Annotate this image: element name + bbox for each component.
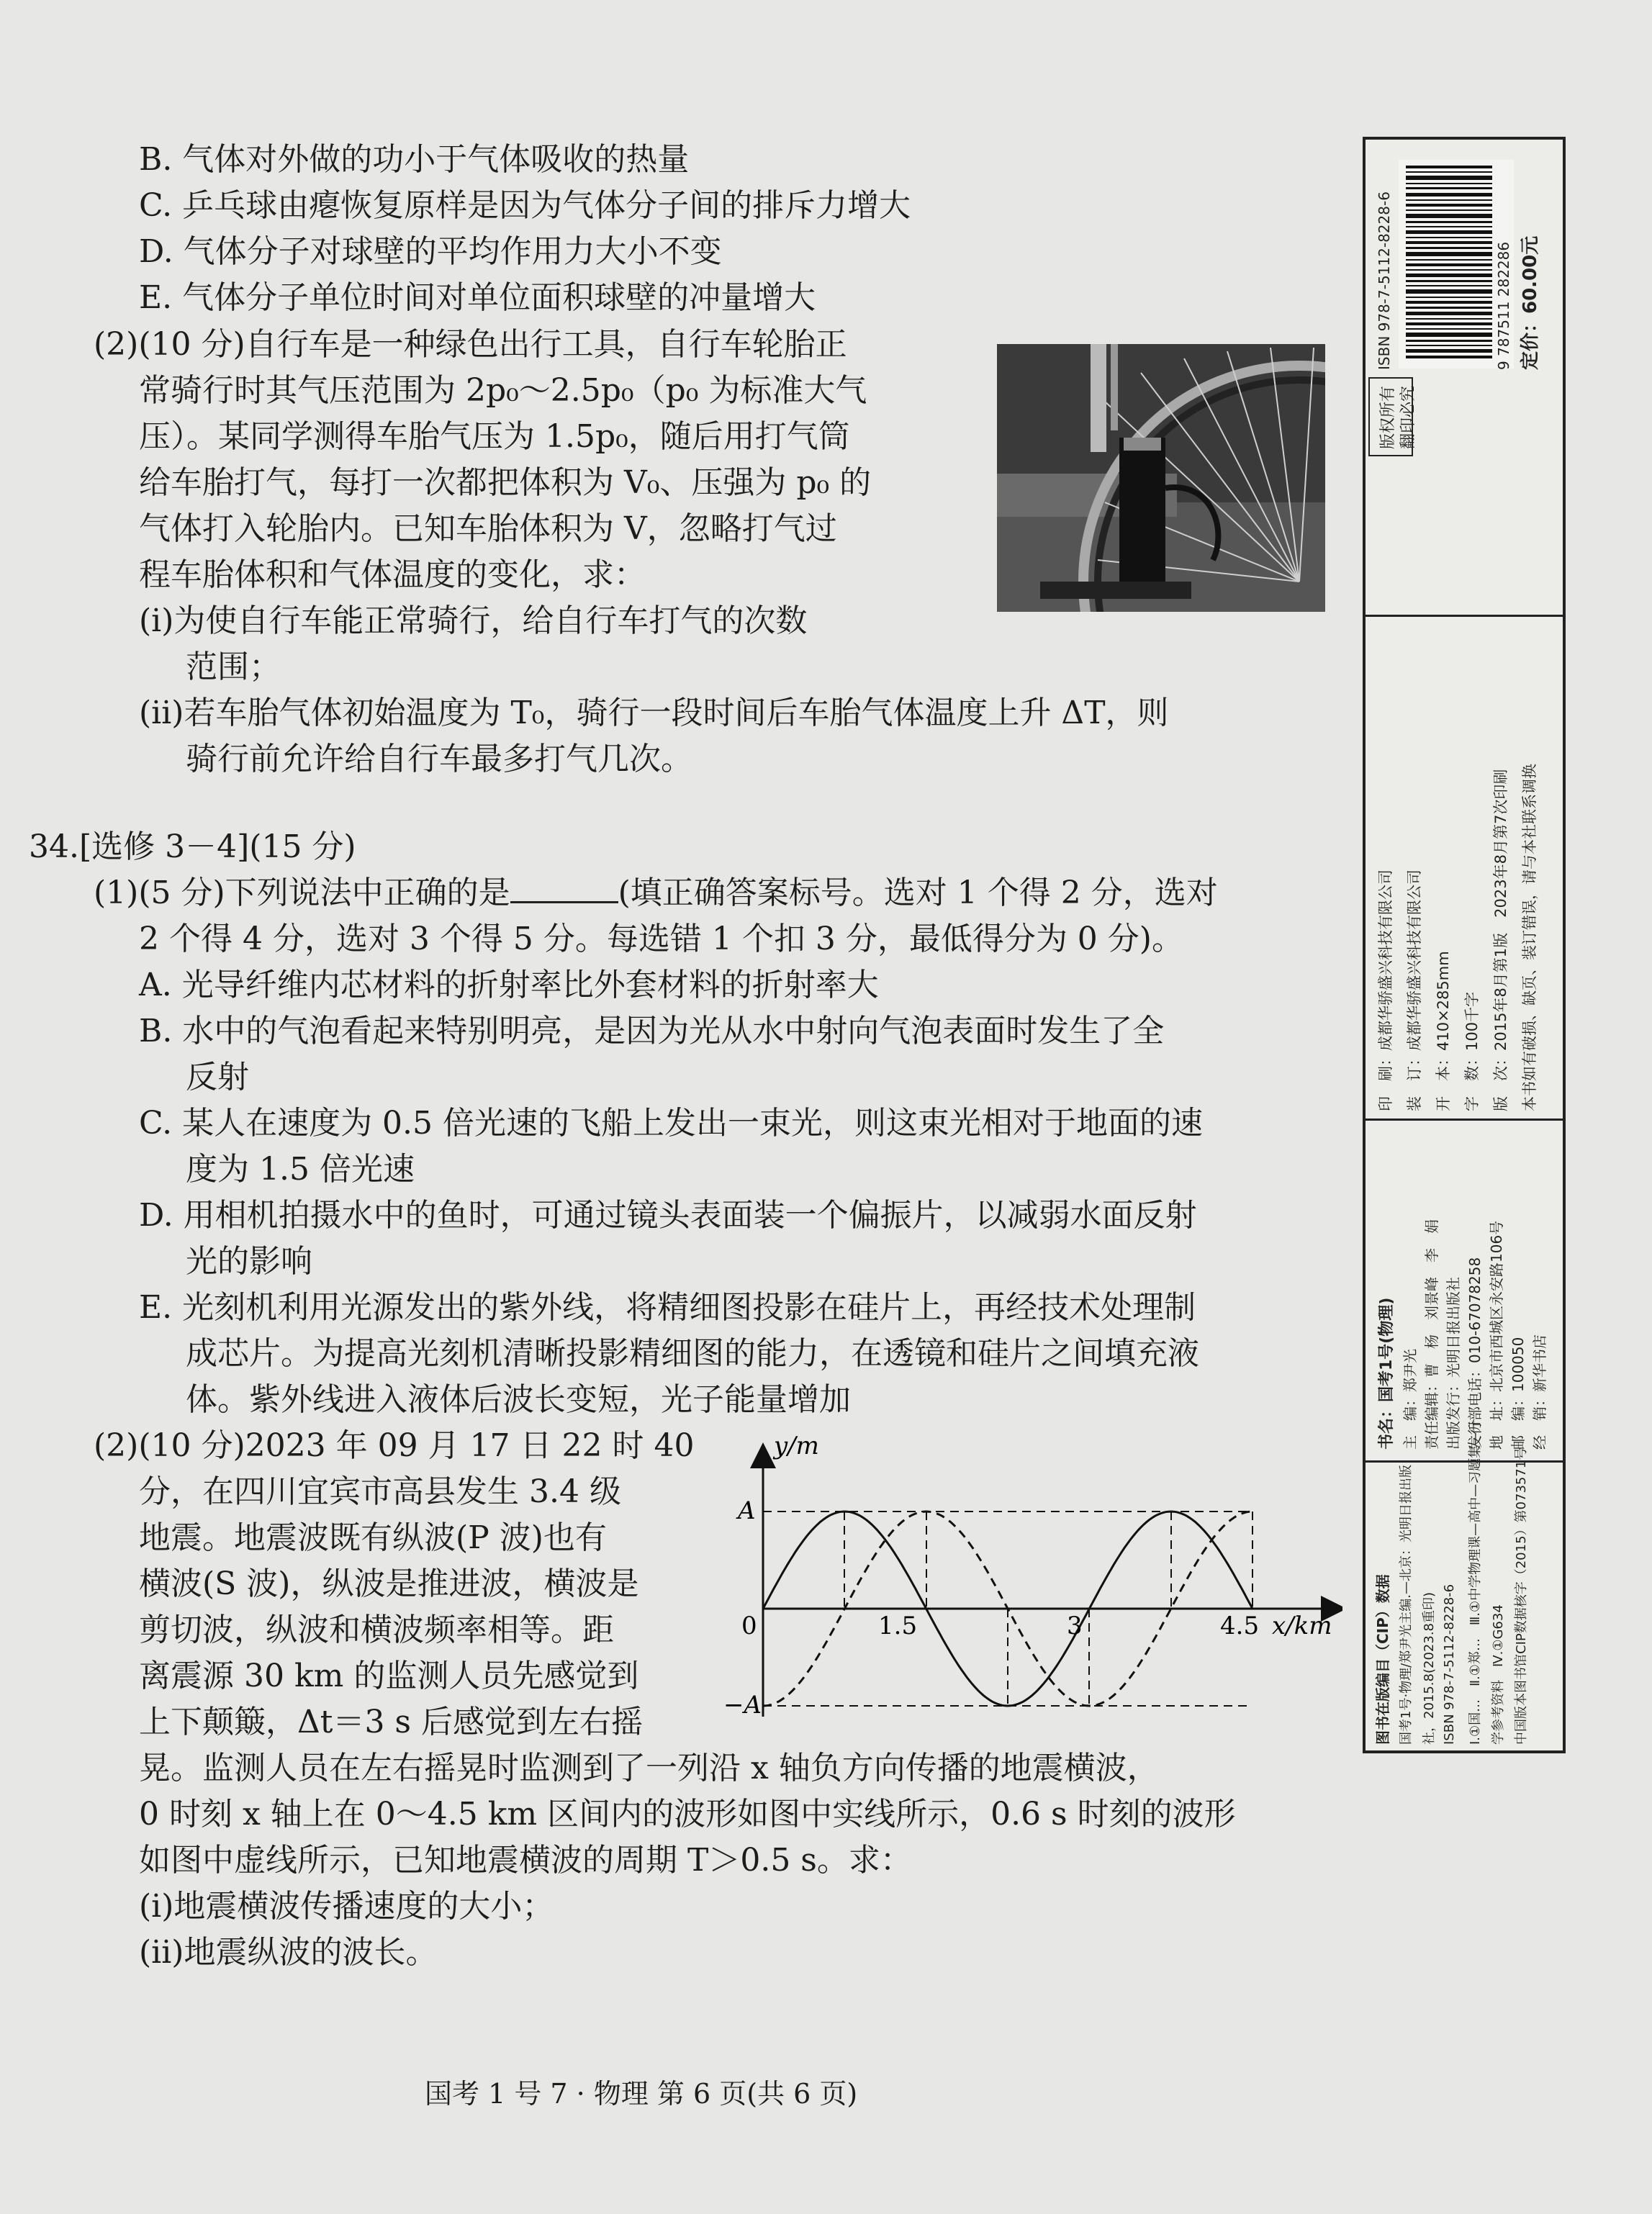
q34-part2-line: 晃。监测人员在左右摇晃时监测到了一列沿 x 轴负方向传播的地震横波， [139,1750,1159,1786]
q33-part2-line: 气体打入轮胎内。已知车胎体积为 V，忽略打气过 [139,510,837,547]
bicycle-pump-illustration [997,344,1325,612]
q34-part1-scoring: 2 个得 4 分，选对 3 个得 5 分。每选错 1 个扣 3 分，最低得分为 0 分)。 [139,921,1183,957]
y-axis-label: y/m [774,1432,819,1460]
q34-option-c-cont: 度为 1.5 倍光速 [186,1151,415,1188]
q34-sub-ii: (ⅱ)地震纵波的波长。 [139,1934,438,1971]
rights-1: 版权所有 [1379,385,1397,449]
amplitude-label: A [738,1496,756,1525]
q34-part2-line: 横波(S 波)，纵波是推进波，横波是 [139,1565,639,1602]
book-postcode: 邮 编：100050 [1509,1337,1527,1450]
book-title: 书名：国考1号(物理) [1378,1297,1396,1450]
wave-graph [723,1429,1342,1731]
tick-label: 1.5 [878,1612,918,1640]
q34-header: 34.[选修 3－4](15 分) [29,828,356,865]
q33-part2-line: (2)(10 分)自行车是一种绿色出行工具，自行车轮胎正 [94,326,847,363]
q34-option-d: D. 用相机拍摄水中的鱼时，可通过镜头表面装一个偏振片，以减弱水面反射 [139,1197,1197,1234]
book-phone: 发行部电话：010-67078258 [1466,1257,1484,1450]
tick-label: 3 [1067,1612,1083,1640]
q34-part2-line: (2)(10 分)2023 年 09 月 17 日 22 时 40 [94,1427,695,1464]
q34-part2-line: 分，在四川宜宾市高县发生 3.4 级 [139,1473,621,1510]
q34-option-e-cont: 体。紫外线进入液体后波长变短，光子能量增加 [186,1381,851,1418]
q33-sub-ii: (ⅱ)若车胎气体初始温度为 T₀，骑行一段时间后车胎气体温度上升 ΔT，则 [139,695,1169,731]
page-footer: 国考 1 号 7 · 物理 第 6 页(共 6 页) [425,2078,858,2110]
cip-line: 中国版本图书馆CIP数据核字（2015）第073571号 [1514,1447,1529,1745]
cip-line: Ⅰ.①国… Ⅱ.①郑… Ⅲ.①中学物理课—高中—习题集—升 [1468,1419,1483,1745]
book-resp-editors: 责任编辑：曹 杨 刘景峰 李 娟 [1423,1219,1440,1450]
q33-sub-i: (ⅰ)为使自行车能正常骑行，给自行车打气的次数 [139,602,808,639]
q33-option-e: E. 气体分子单位时间对单位面积球壁的冲量增大 [139,279,816,316]
q34-part2-line: 上下颠簸，Δt＝3 s 后感觉到左右摇 [139,1704,644,1740]
pub-words: 字 数：100千字 [1463,991,1481,1111]
isbn-top: ISBN 978-7-5112-8228-6 [1376,191,1393,370]
pub-print: 印 刷：成都华骄盛兴科技有限公司 [1377,869,1394,1111]
divider [1366,1460,1563,1463]
answer-blank [510,872,618,903]
q34-option-c: C. 某人在速度为 0.5 倍光速的飞船上发出一束光，则这束光相对于地面的速 [139,1105,1204,1142]
q33-option-b: B. 气体对外做的功小于气体吸收的热量 [139,141,690,178]
q34-option-a: A. 光导纤维内芯材料的折射率比外套材料的折射率大 [139,967,879,1003]
book-editor: 主 编：郑尹光 [1402,1349,1419,1450]
book-distributor: 经 销：新华书店 [1531,1334,1548,1450]
pub-binding: 装 订：成都华骄盛兴科技有限公司 [1406,869,1423,1111]
q34-part2-line: 地震。地震波既有纵波(P 波)也有 [139,1519,607,1556]
barcode-number: 9 787511 282286 [1495,241,1512,370]
q34-part1-instructions: (填正确答案标号。选对 1 个得 2 分，选对 [618,875,1218,911]
bicycle-pump-photo [997,344,1325,612]
x-axis-label: x/km [1272,1612,1332,1640]
cip-line: 社，2015.8(2023.8重印) [1422,1591,1437,1745]
q34-part2-line: 离震源 30 km 的监测人员先感觉到 [139,1658,639,1694]
divider [1366,615,1563,617]
cip-line: ISBN 978-7-5112-8228-6 [1442,1583,1457,1745]
book-address: 地 址：北京市西城区永安路106号 [1488,1220,1505,1450]
q34-part2-line: 剪切波，纵波和横波频率相等。距 [139,1612,614,1648]
q34-part1-line [94,872,1218,914]
divider [1366,1119,1563,1121]
publication-info-strip [1363,137,1566,1753]
q34-part1-prompt: (1)(5 分)下列说法中正确的是 [94,875,510,911]
q33-part2-line: 给车胎打气，每打一次都把体积为 V₀、压强为 p₀ 的 [139,464,872,501]
neg-amplitude-label: −A [723,1691,762,1720]
origin-label: 0 [741,1612,757,1640]
pub-format: 开 本：410×285mm [1435,951,1452,1111]
q34-option-e: E. 光刻机利用光源发出的紫外线，将精细图投影在硅片上，再经技术处理制 [139,1289,1196,1326]
q34-option-b-cont: 反射 [186,1059,249,1095]
cip-line: 国考1号·物理/郑尹光主编.—北京：光明日报出版 [1399,1465,1414,1745]
q33-sub-i-cont: 范围； [186,649,281,685]
tick-label: 4.5 [1220,1612,1260,1640]
pub-edition: 版 次：2015年8月第1版 2023年8月第7次印刷 [1492,769,1509,1111]
cip-line: 学参考资料 Ⅳ.①G634 [1491,1604,1506,1745]
q33-option-c: C. 乒乓球由瘪恢复原样是因为气体分子间的排斥力增大 [139,187,911,224]
price: 定价：60.00元 [1520,235,1541,370]
q34-part2-line: 0 时刻 x 轴上在 0～4.5 km 区间内的波形如图中实线所示，0.6 s 时刻的波形 [139,1796,1236,1833]
cip-heading: 图书在版编目（CIP）数据 [1374,1574,1391,1745]
q33-option-d: D. 气体分子对球壁的平均作用力大小不变 [139,233,722,270]
q34-option-e-cont: 成芯片。为提高光刻机清晰投影精细图的能力，在透镜和硅片之间填充液 [186,1335,1199,1372]
q33-part2-line: 程车胎体积和气体温度的变化，求： [139,556,646,593]
q33-part2-line: 压）。某同学测得车胎气压为 1.5p₀，随后用打气筒 [139,418,850,455]
pub-notice: 本书如有破损、缺页、装订错误，请与本社联系调换 [1521,764,1538,1111]
q34-sub-i: (ⅰ)地震横波传播速度的大小； [139,1888,554,1925]
q34-option-d-cont: 光的影响 [186,1243,312,1280]
q34-option-b: B. 水中的气泡看起来特别明亮，是因为光从水中射向气泡表面时发生了全 [139,1013,1165,1049]
rights-2: 翻印必究 [1399,385,1417,449]
q33-part2-line: 常骑行时其气压范围为 2p₀～2.5p₀（p₀ 为标准大气 [139,372,867,409]
q34-part2-line: 如图中虚线所示，已知地震横波的周期 T＞0.5 s。求： [139,1842,912,1879]
q33-sub-ii-cont: 骑行前允许给自行车最多打气几次。 [186,741,692,777]
book-publisher: 出版发行：光明日报出版社 [1445,1277,1462,1450]
